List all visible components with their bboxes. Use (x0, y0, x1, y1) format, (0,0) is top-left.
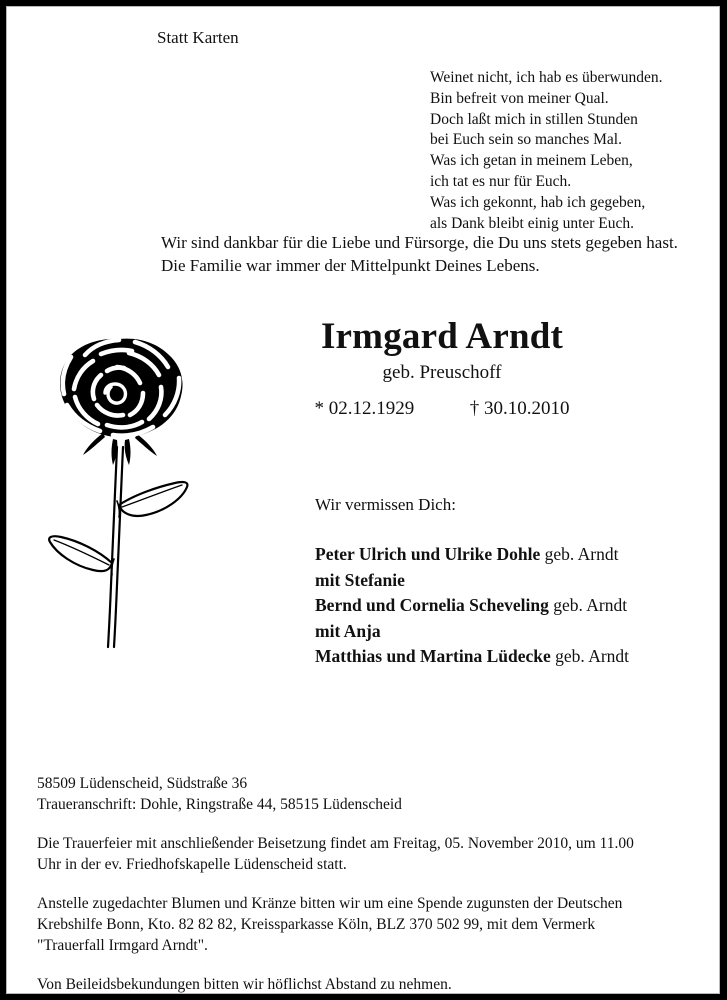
death-symbol: † (469, 398, 480, 419)
survivors-block (315, 493, 629, 670)
survivor-entry (315, 593, 629, 619)
survivor-entry (315, 568, 629, 594)
header-note: Statt Karten (157, 28, 239, 47)
birth-date: 02.12.1929 (328, 398, 415, 419)
survivors-list (315, 542, 629, 670)
life-dates (177, 396, 707, 422)
poem-line: Doch laßt mich in stillen Stunden (430, 110, 638, 128)
ceremony-block (37, 833, 697, 875)
poem-line: bei Euch sein so manches Mal. (430, 131, 622, 149)
poem-line: Was ich getan in meinem Leben, (430, 152, 633, 170)
closing-line: Von Beileidsbekundungen bitten wir höflichst Abstand zu nehmen. (37, 976, 452, 993)
donation-line: Krebshilfe Bonn, Kto. 82 82 82, Kreissparkasse Köln, BLZ 370 502 99, mit dem Vermerk (37, 916, 596, 933)
deceased-name: Irmgard Arndt (320, 316, 564, 357)
survivors-lead-in: Wir vermissen Dich: (315, 495, 456, 514)
ceremony-line: Uhr in der ev. Friedhofskapelle Lüdenscheid statt. (37, 856, 347, 873)
address-line: Traueranschrift: Dohle, Ringstraße 44, 58515 Lüdenscheid (37, 796, 402, 813)
survivor-suffix: geb. Arndt (550, 646, 630, 666)
poem-line: als Dank bleibt einig unter Euch. (430, 214, 635, 232)
poem-line: Weinet nicht, ich hab es überwunden. (430, 69, 663, 86)
gratitude-line: Die Familie war immer der Mittelpunkt Deines Lebens. (161, 256, 540, 275)
rose-illustration (39, 335, 199, 660)
memorial-poem (430, 68, 662, 234)
survivor-names: mit Anja (315, 620, 381, 641)
survivor-names: Peter Ulrich und Ulrike Dohle (315, 544, 541, 564)
rose-icon (39, 335, 199, 660)
survivor-names: mit Stefanie (315, 569, 405, 590)
survivor-names: Matthias und Martina Lüdecke (315, 646, 551, 666)
poem-line: Bin befreit von meiner Qual. (430, 89, 609, 107)
donation-block (37, 893, 697, 956)
gratitude-line: Wir sind dankbar für die Liebe und Fürsorge, die Du uns stets gegeben hast. (161, 233, 678, 252)
ceremony-line: Die Trauerfeier mit anschließender Beisetzung findet am Freitag, 05. November 2010, um 11.00 (37, 835, 634, 852)
closing-block (37, 974, 697, 994)
footer-details (37, 773, 697, 994)
address-block (37, 773, 697, 815)
birth-symbol: * (314, 398, 324, 419)
survivor-entry (315, 644, 629, 670)
poem-line: ich tat es nur für Euch. (430, 172, 572, 190)
obituary-notice-page (6, 6, 720, 994)
poem-line: Was ich gekonnt, hab ich gegeben, (430, 193, 646, 211)
gratitude-text (161, 231, 678, 277)
donation-line: "Trauerfall Irmgard Arndt". (37, 937, 208, 954)
survivor-suffix: geb. Arndt (540, 544, 619, 564)
survivor-entry (315, 619, 629, 645)
survivor-suffix: geb. Arndt (548, 595, 628, 615)
donation-line: Anstelle zugedachter Blumen und Kränze bitten wir um eine Spende zugunsten der Deutschen (37, 895, 623, 912)
death-date: 30.10.2010 (484, 398, 570, 419)
address-line: 58509 Lüdenscheid, Südstraße 36 (37, 775, 248, 792)
maiden-name: geb. Preuschoff (382, 362, 502, 383)
deceased-name-block (177, 315, 707, 422)
survivor-names: Bernd und Cornelia Scheveling (315, 595, 549, 615)
survivor-entry (315, 542, 629, 568)
